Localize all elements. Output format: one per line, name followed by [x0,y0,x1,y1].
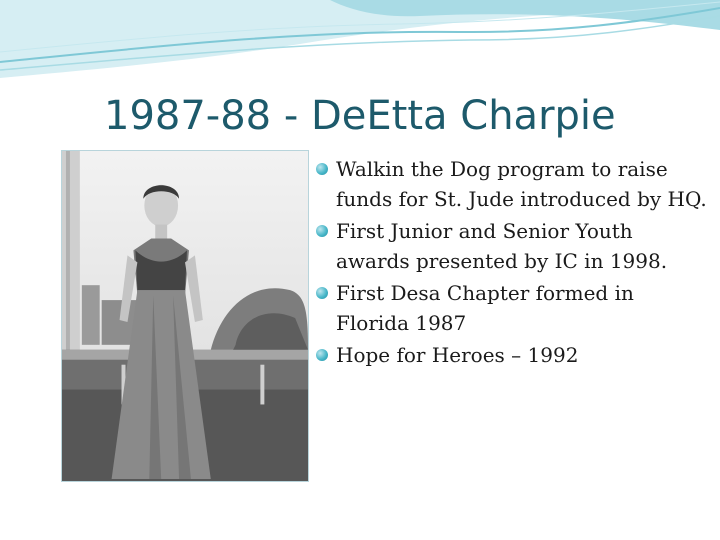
bullet-icon [316,163,328,175]
bullet-icon [316,225,328,237]
bullet-icon [316,287,328,299]
bullet-icon [316,349,328,361]
list-item [316,154,711,214]
bullet-text: Hope for Heroes – 1992 [336,343,579,367]
woman-in-gown-photo [61,150,309,482]
list-item [316,340,711,370]
bullet-text: Walkin the Dog program to raise funds for St. Jude introduced by HQ. [336,157,707,211]
header-wave-decoration [0,0,720,90]
bullet-text: First Desa Chapter formed in Florida 1987 [336,281,634,335]
bullet-list [316,154,711,372]
list-item [316,278,711,338]
list-item [316,216,711,276]
bullet-text: First Junior and Senior Youth awards presented by IC in 1998. [336,219,668,273]
slide-title: 1987-88 - DeEtta Charpie [104,93,616,139]
